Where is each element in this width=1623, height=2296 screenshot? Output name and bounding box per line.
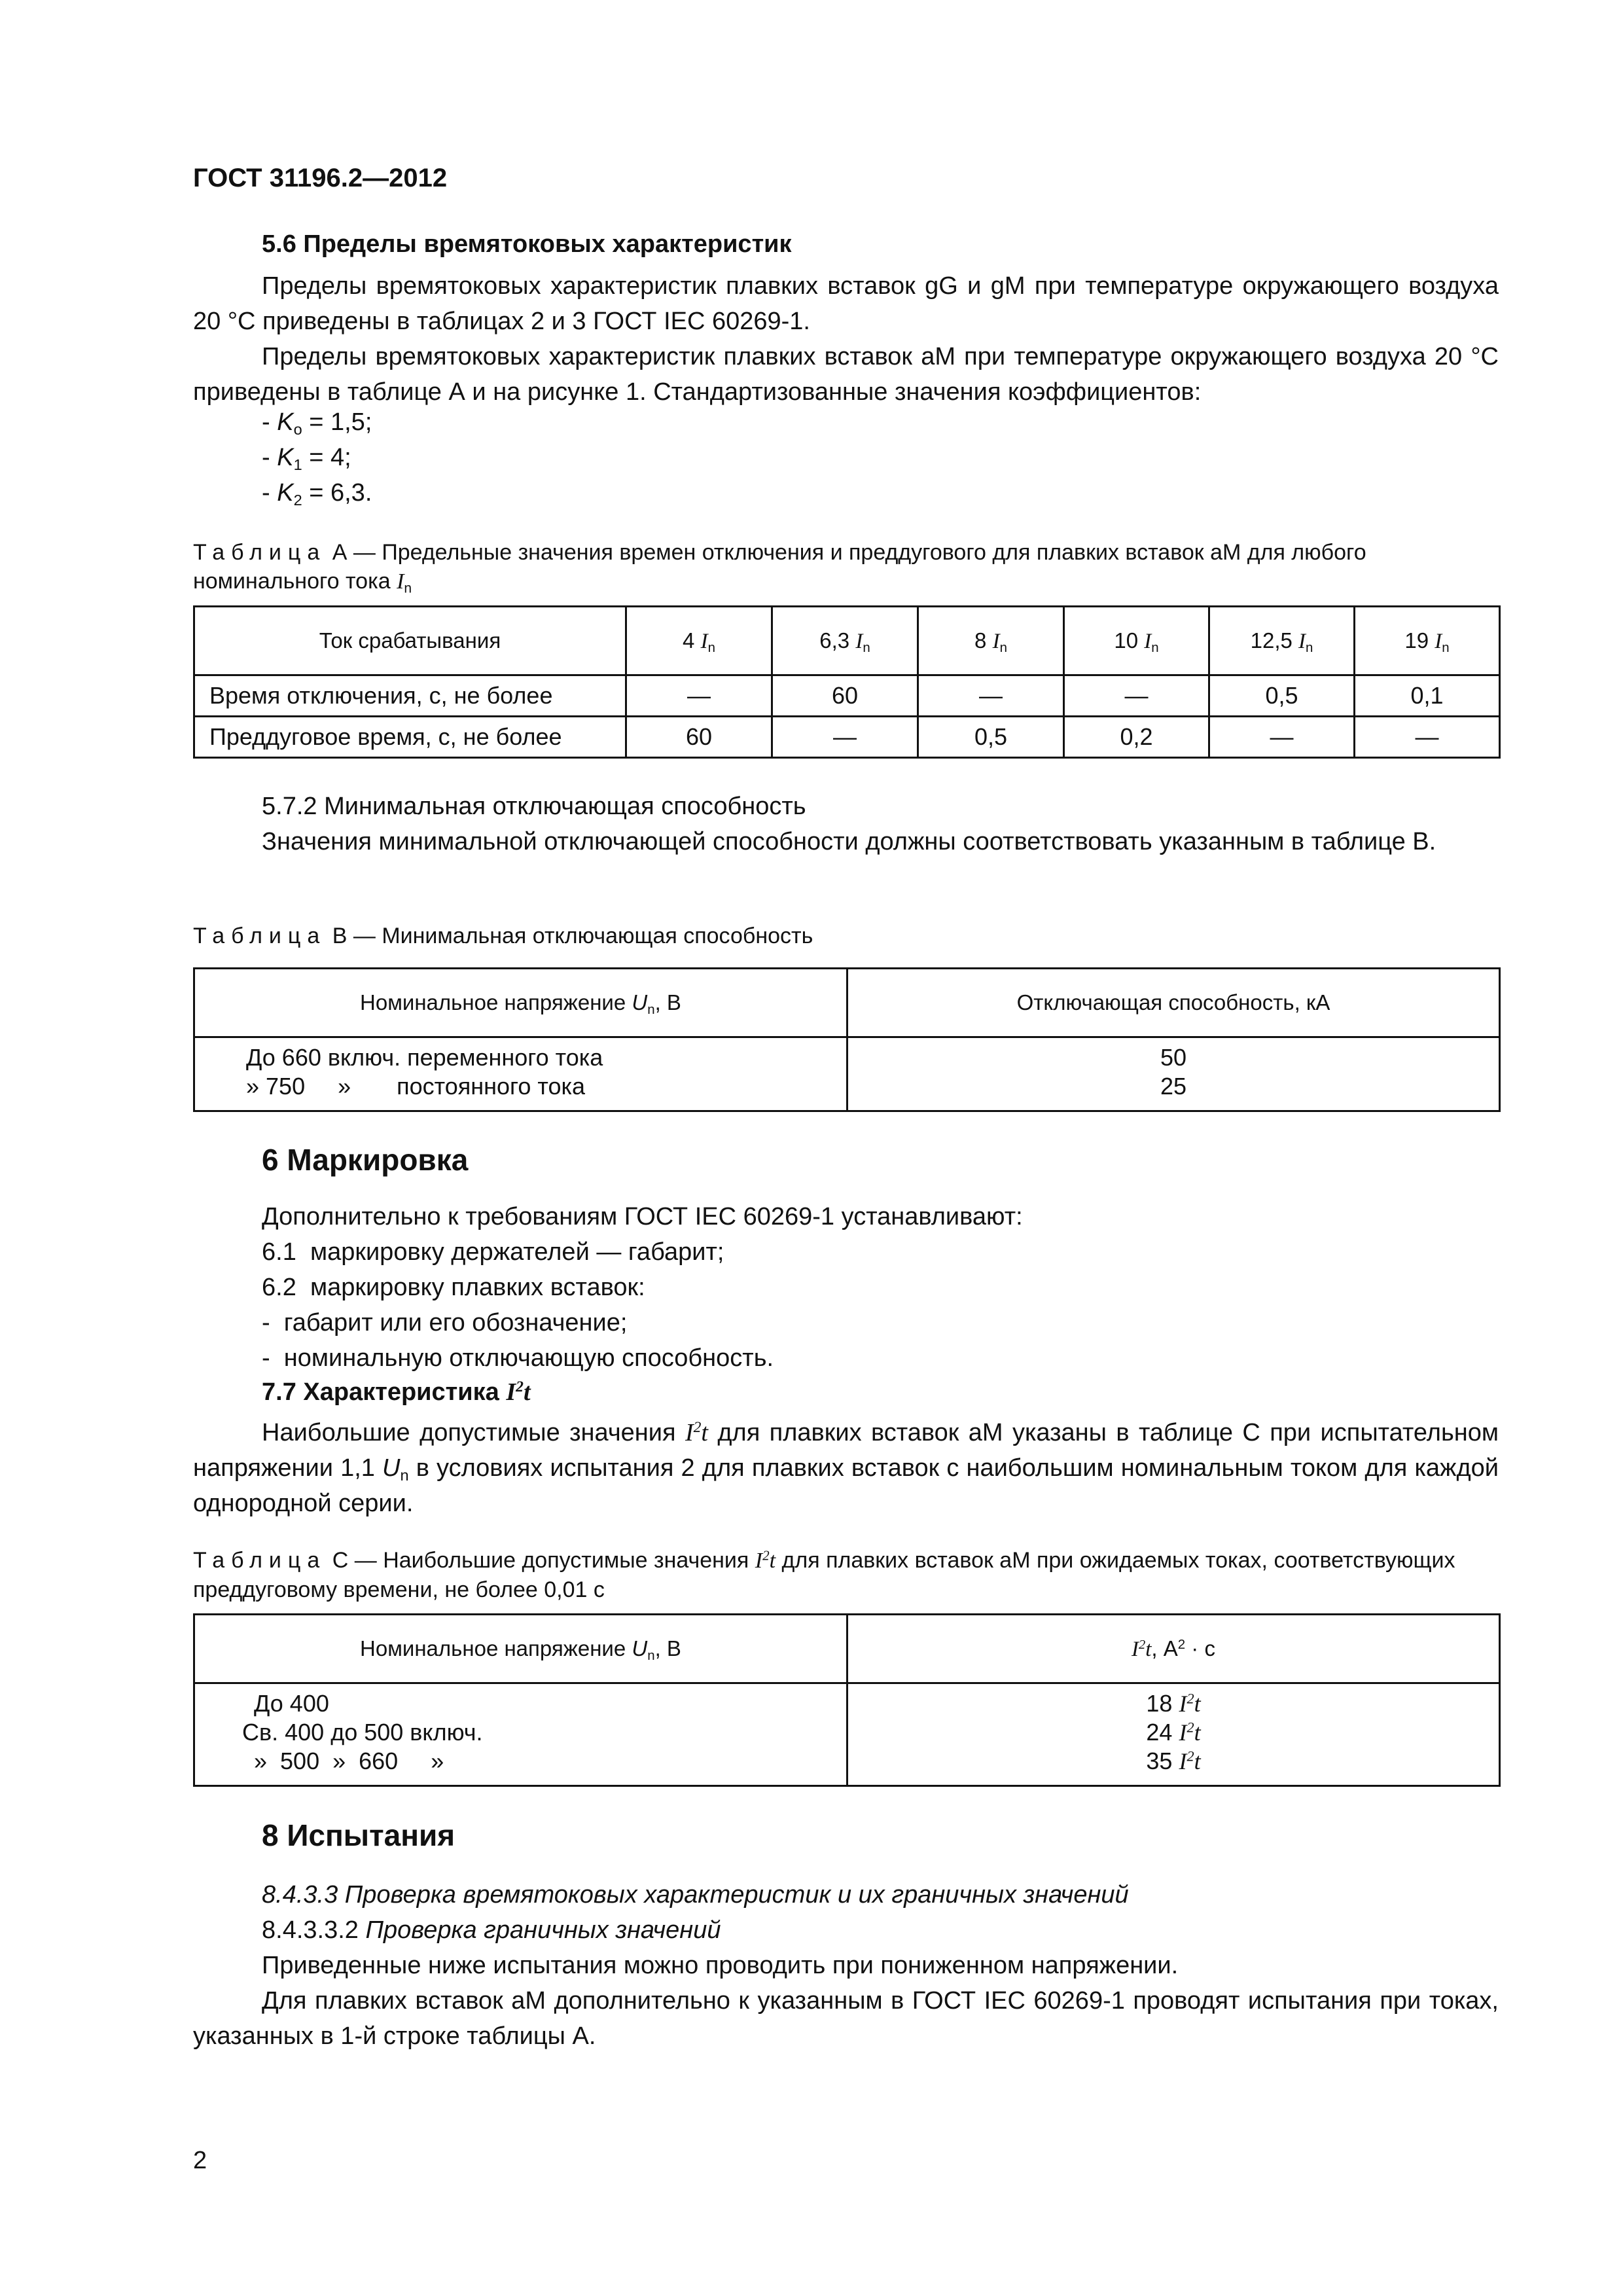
table-c-header-row: [194, 1615, 1500, 1683]
table-c-caption: [193, 1546, 1499, 1604]
table-b-header-capacity: Отключающая способность, кА: [847, 969, 1500, 1037]
table-a-header-cell: [1064, 607, 1209, 675]
caption-text: В — Минимальная отключающая способность: [326, 924, 813, 948]
list-item: 25: [1160, 1073, 1187, 1100]
multiplier: 19: [1404, 628, 1435, 653]
table-cell: Время отключения, с, не более: [194, 675, 626, 717]
header-unit: , В: [654, 990, 681, 1014]
table-b-header-voltage: [194, 969, 847, 1037]
header-unit: , В: [654, 1636, 681, 1660]
current-symbol: I: [855, 629, 863, 653]
table-cell: —: [626, 675, 772, 717]
table-cell: 0,5: [918, 717, 1064, 758]
coefficient-k1: [262, 440, 351, 475]
multiplier: 8: [974, 628, 993, 653]
coefficient-value: = 4;: [302, 444, 351, 471]
section-6-line: Дополнительно к требованиям ГОСТ IEC 60269-1 устанавливают:: [262, 1203, 1023, 1230]
section-8-subtitle-1: 8.4.3.3 Проверка времятоковых характеристик и их граничных значений: [262, 1881, 1129, 1909]
table-c: [193, 1613, 1501, 1787]
multiplier: 10: [1114, 628, 1145, 653]
table-b-header-row: [194, 969, 1500, 1037]
title-text: 7.7 Характеристика: [262, 1378, 507, 1406]
section-7-7-title: [262, 1378, 531, 1407]
table-a-header-cell: [626, 607, 772, 675]
section-8-paragraph-2: Для плавких вставок aM дополнительно к указанным в ГОСТ IEC 60269-1 проводят испытания при токах, указанных в 1-й строке таблицы А.: [193, 1987, 1499, 2050]
section-6-line: - номинальную отключающую способность.: [262, 1344, 774, 1372]
text: Наибольшие допустимые значения: [262, 1419, 685, 1446]
table-cell: 60: [772, 675, 918, 717]
table-a: [193, 605, 1501, 759]
coefficient-k2: [262, 475, 372, 511]
multiplier: 6,3: [819, 628, 856, 653]
text: в условиях испытания 2 для плавких вставок с наибольшим номинальным током для каждой однородной серии.: [193, 1454, 1499, 1517]
current-symbol: I: [1144, 629, 1152, 653]
multiplier: 4: [683, 628, 701, 653]
list-item: До 400: [254, 1690, 329, 1717]
current-subscript: n: [707, 639, 715, 655]
table-a-header-cell: [918, 607, 1064, 675]
superscript: 2: [1186, 1748, 1194, 1765]
caption-superscript: 2: [762, 1547, 770, 1564]
current-subscript: n: [1151, 639, 1159, 655]
section-6-line: - габарит или его обозначение;: [262, 1309, 628, 1336]
document-code: ГОСТ 31196.2—2012: [193, 164, 448, 192]
table-cell: 0,1: [1355, 675, 1500, 717]
list-dash: -: [262, 444, 277, 471]
list-dash: -: [262, 408, 277, 436]
superscript: 2: [1139, 1637, 1146, 1652]
caption-text: А — Предельные значения времен отключения и преддугового для плавких вставок aM для любого номинального тока: [193, 540, 1366, 594]
value: 18: [1146, 1690, 1179, 1717]
table-row: [194, 1683, 1500, 1786]
table-cell: [847, 1037, 1500, 1111]
list-item: » 500 » 660 »: [254, 1748, 444, 1774]
table-cell: [847, 1683, 1500, 1786]
section-5-6-title: 5.6 Пределы времятоковых характеристик: [262, 230, 792, 258]
superscript: 2: [693, 1419, 702, 1437]
table-a-header-row: [194, 607, 1500, 675]
section-6-line: 6.2 маркировку плавких вставок:: [262, 1274, 645, 1301]
title-symbol: I: [506, 1378, 516, 1406]
current-symbol: I: [700, 629, 708, 653]
list-item: 50: [1160, 1044, 1187, 1071]
coefficient-subscript: 1: [293, 456, 302, 474]
caption-symbol: I: [397, 569, 404, 594]
title-superscript: 2: [516, 1378, 524, 1396]
list-item: Св. 400 до 500 включ.: [242, 1719, 483, 1746]
current-subscript: n: [1442, 639, 1450, 655]
list-item: До 660 включ. переменного тока: [246, 1044, 603, 1071]
section-6-title: 6 Маркировка: [262, 1143, 469, 1177]
section-8-subtitle-2: [262, 1912, 721, 1948]
superscript: 2: [1186, 1719, 1194, 1736]
caption-word: Таблица: [193, 924, 327, 948]
table-cell: —: [1209, 717, 1355, 758]
caption-symbol: I: [755, 1549, 763, 1573]
coefficient-k0: [262, 404, 372, 440]
current-symbol: I: [992, 629, 1000, 653]
symbol-t: t: [1194, 1691, 1201, 1717]
section-8-paragraph-1: Приведенные ниже испытания можно проводить при пониженном напряжении.: [262, 1952, 1179, 1979]
header-text: Номинальное напряжение: [360, 990, 632, 1014]
table-cell: 0,5: [1209, 675, 1355, 717]
table-b-caption: [193, 922, 1499, 950]
current-subscript: n: [1306, 639, 1313, 655]
section-8-title: 8 Испытания: [262, 1818, 455, 1852]
table-cell: —: [918, 675, 1064, 717]
list-item: [848, 1747, 1499, 1776]
table-a-header-cell: Ток срабатывания: [194, 607, 626, 675]
current-symbol: I: [1435, 629, 1442, 653]
symbol: I: [1179, 1691, 1187, 1717]
table-cell: —: [1355, 717, 1500, 758]
current-subscript: n: [999, 639, 1007, 655]
header-text: Номинальное напряжение: [360, 1636, 632, 1660]
current-symbol: I: [1298, 629, 1306, 653]
value: 24: [1146, 1719, 1179, 1746]
table-c-header-voltage: [194, 1615, 847, 1683]
section-5-6-paragraph-2: Пределы времятоковых характеристик плавких вставок aM при температуре окружающего воздуха 20 °С приведены в таблице А и на рисунке 1. Стандартизованные значения коэффициентов:: [193, 343, 1499, 406]
symbol-t: t: [1194, 1719, 1201, 1746]
current-subscript: n: [863, 639, 870, 655]
symbol-t: t: [701, 1419, 708, 1446]
caption-subscript: n: [404, 581, 412, 596]
voltage-symbol: U: [632, 990, 648, 1014]
symbol: I: [1179, 1719, 1187, 1746]
table-row: [194, 675, 1500, 717]
table-cell: [194, 1037, 847, 1111]
table-cell: 0,2: [1064, 717, 1209, 758]
table-cell: Преддуговое время, с, не более: [194, 717, 626, 758]
coefficient-subscript: 2: [293, 492, 302, 509]
table-a-header-cell: [1355, 607, 1500, 675]
caption-text: С — Наибольшие допустимые значения: [326, 1548, 755, 1573]
unit-superscript: 2: [1177, 1636, 1186, 1652]
symbol: I: [1132, 1637, 1139, 1661]
symbol-t: t: [1194, 1748, 1201, 1774]
table-row: [194, 717, 1500, 758]
table-cell: 60: [626, 717, 772, 758]
section-5-6-paragraph-1: Пределы времятоковых характеристик плавких вставок gG и gM при температуре окружающего воздуха 20 °С приведены в таблицах 2 и 3 ГОСТ IEC 60269-1.: [193, 272, 1499, 335]
section-5-7-2-paragraph: Значения минимальной отключающей способности должны соответствовать указанным в таблице В.: [262, 828, 1436, 855]
text: для плавких вставок aM указаны в таблице С при испытательном напряжении 1,1: [193, 1419, 1499, 1482]
value: 35: [1146, 1748, 1179, 1774]
coefficient-symbol: K: [277, 479, 294, 507]
section-7-7-paragraph: [193, 1415, 1499, 1521]
list-item: [848, 1718, 1499, 1747]
caption-word: Таблица: [193, 540, 327, 565]
page-number: 2: [193, 2147, 207, 2174]
caption-text: для плавких вставок aM при ожидаемых токах, соответствующих преддуговому времени, не более 0,01 с: [193, 1548, 1455, 1602]
clause-number: 8.4.3.3.2: [262, 1916, 366, 1944]
table-a-caption: [193, 538, 1499, 596]
table-cell: —: [772, 717, 918, 758]
list-item: » 750 » постоянного тока: [246, 1073, 586, 1100]
coefficient-subscript: o: [293, 421, 302, 439]
table-a-header-cell: [772, 607, 918, 675]
table-cell: [194, 1683, 847, 1786]
table-row: [194, 1037, 1500, 1111]
symbol-t: t: [1145, 1637, 1152, 1661]
table-b: [193, 967, 1501, 1112]
superscript: 2: [1186, 1690, 1194, 1707]
list-dash: -: [262, 479, 277, 507]
table-c-header-i2t: [847, 1615, 1500, 1683]
coefficient-symbol: K: [277, 408, 294, 436]
coefficient-symbol: K: [277, 444, 294, 471]
coefficient-value: = 1,5;: [302, 408, 372, 436]
symbol: I: [685, 1419, 694, 1446]
section-5-7-2-title: 5.7.2 Минимальная отключающая способность: [262, 793, 806, 820]
caption-word: Таблица: [193, 1548, 327, 1573]
list-item: [848, 1689, 1499, 1718]
voltage-symbol: U: [382, 1454, 401, 1482]
header-unit: , А: [1151, 1636, 1178, 1660]
header-unit-tail: · с: [1185, 1636, 1215, 1660]
voltage-subscript: n: [400, 1467, 409, 1484]
table-cell: —: [1064, 675, 1209, 717]
symbol: I: [1179, 1748, 1187, 1774]
caption-symbol-t: t: [769, 1549, 776, 1573]
voltage-symbol: U: [632, 1636, 648, 1660]
voltage-subscript: n: [647, 1002, 655, 1018]
multiplier: 12,5: [1250, 628, 1299, 653]
title-symbol-t: t: [523, 1378, 531, 1406]
section-6-line: 6.1 маркировку держателей — габарит;: [262, 1238, 724, 1266]
clause-title: Проверка граничных значений: [365, 1916, 721, 1944]
table-a-header-cell: [1209, 607, 1355, 675]
voltage-subscript: n: [647, 1648, 655, 1664]
coefficient-value: = 6,3.: [302, 479, 372, 507]
